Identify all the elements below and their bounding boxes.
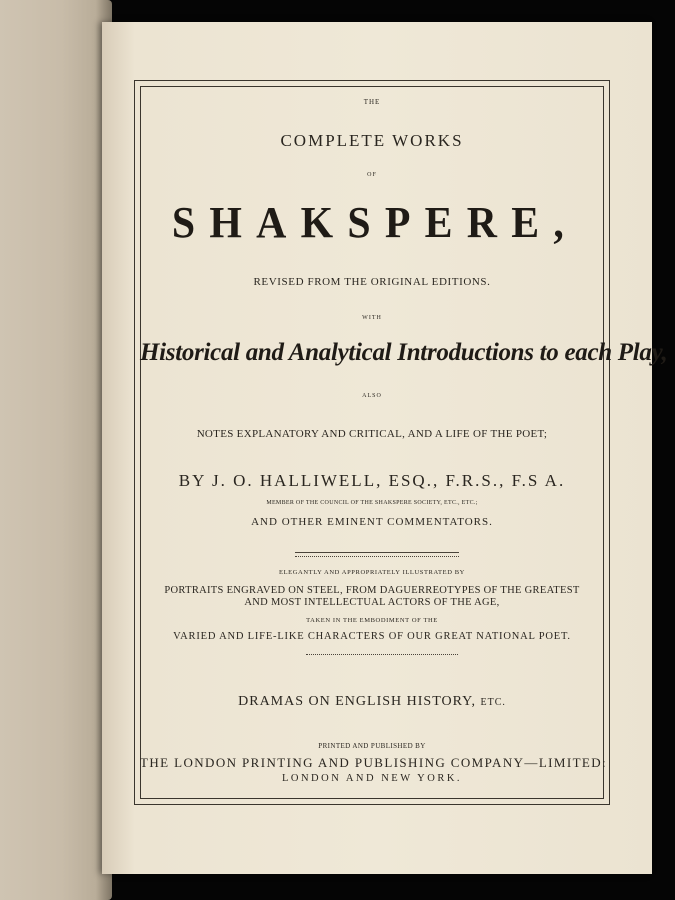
portraits-line xyxy=(140,585,604,609)
with-line: WITH xyxy=(362,315,382,321)
varied-line: VARIED AND LIFE-LIKE CHARACTERS OF OUR GREAT NATIONAL POET. xyxy=(173,631,571,642)
author-line: BY J. O. HALLIWELL, ESQ., F.R.S., F.S A. xyxy=(178,471,566,490)
title-the: THE xyxy=(363,98,381,106)
portraits-line-1: PORTRAITS ENGRAVED ON STEEL, FROM DAGUERREOTYPES OF THE GREATEST xyxy=(164,585,580,596)
inner-border xyxy=(140,86,668,799)
ornament-rule-top xyxy=(295,552,459,557)
illustrated-line: ELEGANTLY AND APPROPRIATELY ILLUSTRATED BY xyxy=(279,569,465,576)
taken-line: TAKEN IN THE EMBODIMENT OF THE xyxy=(306,617,438,624)
portraits-line-2: AND MOST INTELLECTUAL ACTORS OF THE AGE, xyxy=(244,597,500,608)
notes-line: NOTES EXPLANATORY AND CRITICAL, AND A LIFE OF THE POET; xyxy=(196,428,548,440)
other-commentators: AND OTHER EMINENT COMMENTATORS. xyxy=(251,516,493,528)
ornament-rule-bottom xyxy=(306,654,458,657)
dramas-line xyxy=(140,694,604,710)
title-of: OF xyxy=(367,172,377,178)
dramas-text: DRAMAS ON ENGLISH HISTORY, xyxy=(238,694,476,709)
publisher-line: THE LONDON PRINTING AND PUBLISHING COMPANY—LIMITED: xyxy=(140,755,608,770)
title-complete-works: COMPLETE WORKS xyxy=(280,131,464,150)
member-line: MEMBER OF THE COUNCIL OF THE SHAKSPERE SOCIETY, ETC., ETC.; xyxy=(266,500,478,506)
also-line: ALSO xyxy=(362,393,382,399)
historical-introductions: Historical and Analytical Introductions to each Play, xyxy=(140,339,668,366)
dramas-etc: ETC. xyxy=(480,697,506,708)
title-shakspere: SHAKSPERE, xyxy=(171,198,579,247)
location-line: LONDON AND NEW YORK. xyxy=(281,773,463,784)
printed-line: PRINTED AND PUBLISHED BY xyxy=(318,742,426,750)
revised-line: REVISED FROM THE ORIGINAL EDITIONS. xyxy=(253,276,491,288)
